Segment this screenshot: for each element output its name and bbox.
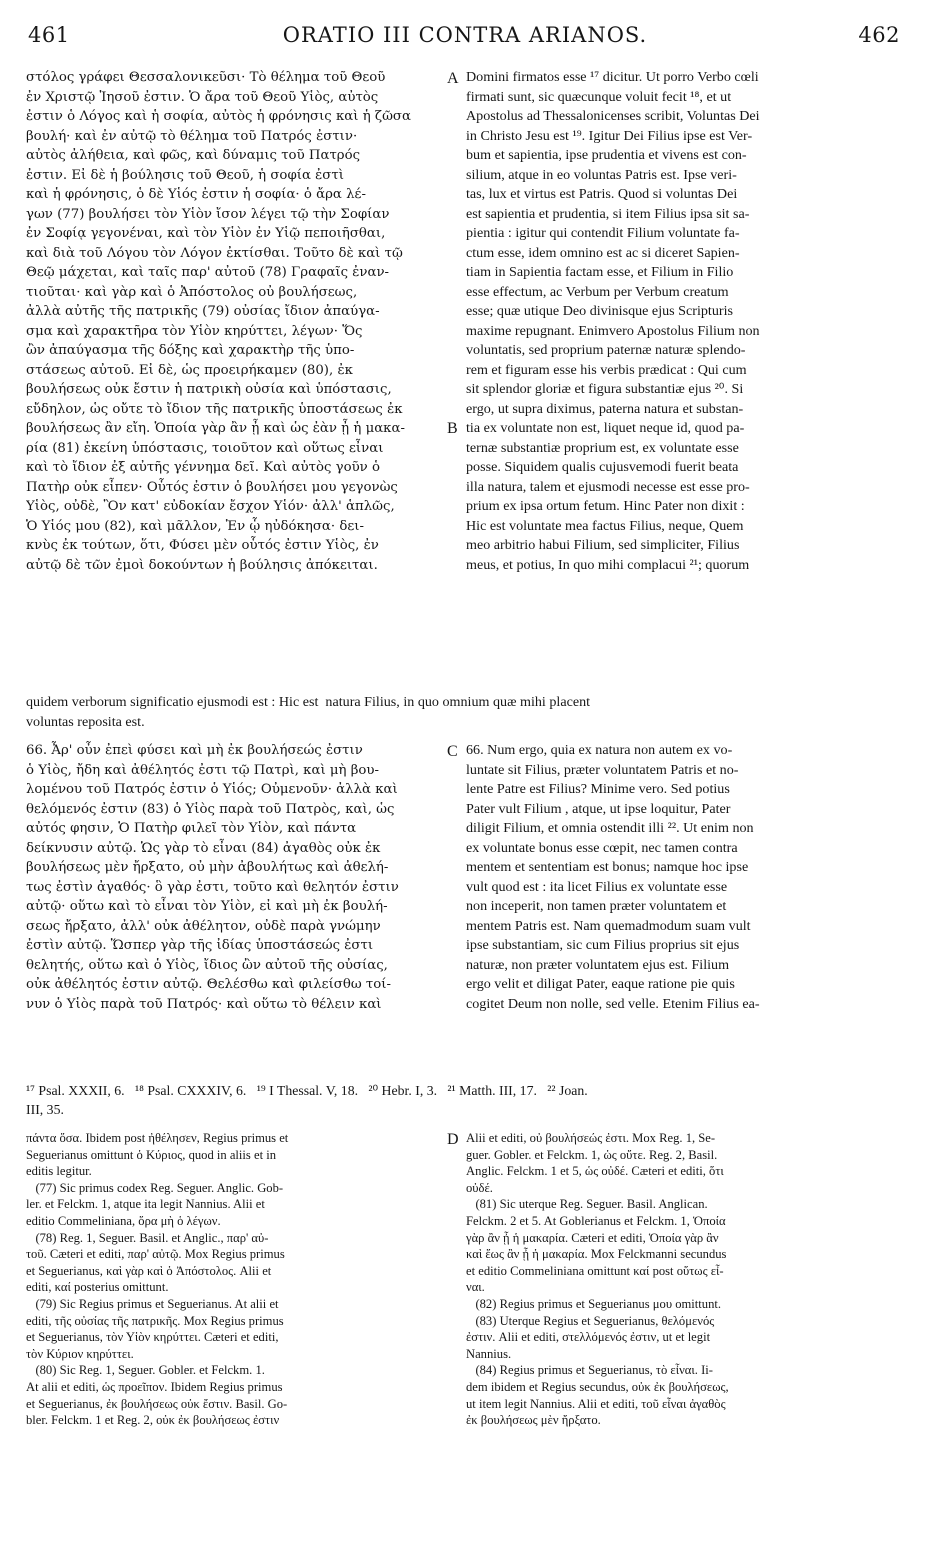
page-number-left: 461 [28, 23, 70, 47]
section-marker-a: A [447, 70, 459, 87]
section-marker-d: D [447, 1131, 459, 1148]
latin-text-column-1: Domini firmatos esse ¹⁷ dicitur. Ut porro Verbo cœli firmati sunt, sic quæcunque voluit fecit ¹⁸, et ut Apostolus ad Thessalonicenses scribit, Voluntas Dei in Christo Jesu est ¹⁹. Igitur Dei Filius ipse est Ver- bum et sapientia, ipse prudentia et vivens est con- silium, atque in eo voluntas Patris est. Ipse veri- tas, lux et virtus est Patris. Quod si voluntas Dei est sapientia et prudentia, si item Filius ipsa sit sa- pientia : igitur qui contendit Filium voluntate fa- ctum esse, idem omnino est ac si diceret Sapien- tiam in Sapientia factam esse, et Filium in Filio esse effectum, ac Verbum per Verbum creatum esse; quæ utique Deo divinisque ejus Scripturis maxime repugnant. Enimvero Apostolus Filium non voluntatis, sed proprium paternæ naturæ splendo- rem et figuram esse his verbis prædicat : Qui cum sit splendor gloriæ et figura substantiæ ejus ²⁰. Si ergo, ut supra diximus, paterna natura et substan- tia ex voluntate non est, liquet neque id, quod pa- ternæ substantiæ proprium est, ex voluntate esse posse. Siquidem qualis cujusvemodi fuerit beata illa natura, talem et ejusmodi necesse est esse pro- prium ex ipsa ortum fetum. Hinc Pater non dixit : Hic est voluntate mea factus Filius, neque, Quem meo arbitrio habui Filium, sed simpliciter, Filius meus, et potius, In quo mihi complacui ²¹; quorum [466, 69, 760, 573]
variant-notes-left: πάντα ὅσα. Ibidem post ἠθέλησεν, Regius primus et Seguerianus omittunt ὁ Κύριος, quod in aliis et in editis legitur. (77) Sic primus codex Reg. Seguer. Anglic. Gob- ler. et Felckm. 1, atque ita legit Nannius. Alii et editio Commeliniana, ὅρα μὴ ὁ λέγων. (78) Reg. 1, Seguer. Basil. et Anglic., παρ' αὐ- τοῦ. Cæteri et editi, παρ' αὐτῷ. Mox Regius primus et Seguerianus, καὶ γὰρ καὶ ὁ Ἀπόστολος. Alii et editi, καί posterius omittunt. (79) Sic Regius primus et Seguerianus. At alii et editi, τῆς οὐσίας τῆς πατρικῆς. Mox Regius primus et Seguerianus, τὸν Υἱὸν κηρύττει. Cæteri et editi, τὸν Κύριον κηρύττει. (80) Sic Reg. 1, Seguer. Gobler. et Felckm. 1. At alii et editi, ὡς προεῖπον. Ibidem Regius primus et Seguerianus, ἐκ βουλήσεως οὐκ ἔστιν. Basil. Go- bler. Felckm. 1 et Reg. 2, οὐκ ἐκ βουλήσεως ἐστιν [26, 1131, 289, 1428]
greek-text-column-2: 66. Ἆρ' οὖν ἐπεὶ φύσει καὶ μὴ ἐκ βουλήσεώς ἐστιν ὁ Υἱὸς, ἤδη καὶ ἀθέλητός ἐστι τῷ Πατρὶ, καὶ μὴ βου- λομένου τοῦ Πατρός ἐστιν ὁ Υἱός; Οὐμενοῦν· ἀλλὰ καὶ θελόμενός ἐστιν (83) ὁ Υἱὸς παρὰ τοῦ Πατρὸς, καὶ, ὡς αὐτός φησιν, Ὁ Πατὴρ φιλεῖ τὸν Υἱὸν, καὶ πάντα δείκνυσιν αὐτῷ. Ὡς γὰρ τὸ εἶναι (84) ἀγαθὸς οὐκ ἐκ βουλήσεως μὲν ἤρξατο, οὐ μὴν ἀβουλήτως καὶ ἀθελή- τως ἐστὶν ἀγαθός· ὃ γὰρ ἐστι, τοῦτο καὶ θελητόν ἐστιν αὐτῷ· οὕτω καὶ τὸ εἶναι τὸν Υἱὸν, εἰ καὶ μὴ ἐκ βουλή- σεως ἤρξατο, ἀλλ' οὐκ ἀθέλητον, οὐδὲ παρὰ γνώμην ἐστὶν αὐτῷ. Ὥσπερ γὰρ τῆς ἰδίας ὑποστάσεώς ἐστι θελητής, οὕτω καὶ ὁ Υἱὸς, ἴδιος ὢν αὐτοῦ τῆς οὐσίας, οὐκ ἀθέλητός ἐστιν αὐτῷ. Θελέσθω καὶ φιλείσθω τοί- νυν ὁ Υἱὸς παρὰ τοῦ Πατρός· καὶ οὕτω τὸ θέλειν καὶ [26, 743, 399, 1012]
variant-notes-right: Alii et editi, οὐ βουλήσεώς ἐστι. Mox Reg. 1, Se- guer. Gobler. et Felckm. 1, ὡς οὔτε. Reg. 2, Basil. Anglic. Felckm. 1 et 5, ὡς οὐδέ. Cæteri et editi, ὅτι οὐδέ. (81) Sic uterque Reg. Seguer. Basil. Anglican. Felckm. 2 et 5. At Goblerianus et Felckm. 1, Ὁποία γὰρ ἂν ᾖ ἡ μακαρία. Cæteri et editi, Ὁποία γὰρ ἂν καὶ ἕως ἂν ᾖ ἡ μακαρία. Mox Felckmanni secundus et editio Commeliniana omittunt καί post οὕτως εἶ- ναι. (82) Regius primus et Seguerianus μου omittunt. (83) Uterque Regius et Seguerianus, θελόμενός ἐστιν. Alii et editi, στελλόμενός ἐστιν, ut et legit Nannius. (84) Regius primus et Seguerianus, τὸ εἶναι. Ii- dem ibidem et Regius secundus, οὐκ ἐκ βουλήσεως, ut item legit Nannius. Alii et editi, τοῦ εἶναι ἀγαθὸς ἐκ βουλήσεως μὲν ἤρξατο. [466, 1131, 729, 1428]
greek-text-column-1: στόλος γράφει Θεσσαλονικεῦσι· Τὸ θέλημα τοῦ Θεοῦ ἐν Χριστῷ Ἰησοῦ ἐστιν. Ὁ ἄρα τοῦ Θεοῦ Υἱὸς, αὐτὸς ἐστιν ὁ Λόγος καὶ ἡ σοφία, αὐτὸς ἡ φρόνησις καὶ ἡ ζῶσα βουλή· καὶ ἐν αὐτῷ τὸ θέλημα τοῦ Πατρός ἐστιν· αὐτὸς ἀλήθεια, καὶ φῶς, καὶ δύναμις τοῦ Πατρός ἐστιν. Εἰ δὲ ἡ βούλησις τοῦ Θεοῦ, ἡ σοφία ἐστὶ καὶ ἡ φρόνησις, ὁ δὲ Υἱός ἐστιν ἡ σοφία· ὁ ἄρα λέ- γων (77) βουλήσει τὸν Υἱὸν ἴσον λέγει τῷ τὴν Σοφίαν ἐν Σοφίᾳ γεγονέναι, καὶ τὸν Υἱὸν ἐν Υἱῷ πεποιῆσθαι, καὶ διὰ τοῦ Λόγου τὸν Λόγον ἐκτίσθαι. Τοῦτο δὲ καὶ τῷ Θεῷ μάχεται, καὶ ταῖς παρ' αὐτοῦ (78) Γραφαῖς ἐναν- τιοῦται· καὶ γὰρ καὶ ὁ Ἀπόστολος οὐ βουλήσεως, ἀλλὰ αὐτῆς τῆς πατρικῆς (79) οὐσίας ἴδιον ἀπαύγα- σμα καὶ χαρακτῆρα τὸν Υἱὸν κηρύττει, λέγων· Ὅς ὢν ἀπαύγασμα τῆς δόξης καὶ χαρακτὴρ τῆς ὑπο- στάσεως αὐτοῦ. Εἰ δὲ, ὡς προειρήκαμεν (80), ἐκ βουλήσεως οὐκ ἔστιν ἡ πατρικὴ οὐσία καὶ ὑπόστασις, εὔδηλον, ὡς οὔτε τὸ ἴδιον τῆς πατρικῆς ὑποστάσεως ἐκ βουλήσεως ἂν εἴη. Ὁποία γὰρ ἂν ᾖ καὶ ὡς ἐὰν ᾖ ἡ μακα- ρία (81) ἐκείνη ὑπόστασις, τοιοῦτον καὶ οὕτως εἶναι καὶ τὸ ἴδιον ἐξ αὐτῆς γέννημα δεῖ. Καὶ αὐτὸς γοῦν ὁ Πατὴρ οὐκ εἶπεν· Οὗτός ἐστιν ὁ βουλήσει μου γεγονὼς Υἱὸς, οὐδὲ, Ὃν κατ' εὐδοκίαν ἔσχον Υἱόν· ἀλλ' ἁπλῶς, Ὁ Υἱός μου (82), καὶ μᾶλλον, Ἐν ᾧ ηὐδόκησα· δει- κνὺς ἐκ τούτων, ὅτι, Φύσει μὲν οὗτός ἐστιν Υἱὸς, ἐν αὐτῷ δὲ τῶν ἐμοὶ δοκούντων ἡ βούλησις ἀπόκειται. [26, 70, 411, 573]
scripture-references: ¹⁷ Psal. XXXII, 6. ¹⁸ Psal. CXXXIV, 6. ¹⁹ I Thessal. V, 18. ²⁰ Hebr. I, 3. ²¹ Matth. III, 17. ²² Joan. III, 35. [26, 1083, 588, 1117]
running-title: ORATIO III CONTRA ARIANOS. [282, 23, 648, 47]
full-width-latin-line: quidem verborum significatio ejusmodi est : Hic est natura Filius, in quo omnium quæ mihi placent voluntas reposita est. [26, 694, 591, 730]
page-number-right: 462 [858, 23, 900, 47]
section-marker-b: B [447, 420, 458, 437]
latin-text-column-2: 66. Num ergo, quia ex natura non autem ex vo- luntate sit Filius, præter voluntatem Patris et no- lente Patre est Filius? Minime vero. Sed potius Pater vult Filium , atque, ut ipse loquitur, Pater diligit Filium, et omnia ostendit illi ²². Ut enim non ex voluntate bonus esse cœpit, nec tamen contra mentem et sententiam est bonus; namque hoc ipse vult quod est : ita licet Filius ex voluntate esse non inceperit, non tamen præter voluntatem et mentem Patris est. Nam quemadmodum suam vult ipse substantiam, sic cum Filius proprius sit ejus naturæ, non præter voluntatem ejus est. Filium ergo velit et diligat Pater, eaque ratione pie quis cogitet Deum non nolle, sed velle. Etenim Filius ea- [466, 742, 760, 1012]
section-marker-c: C [447, 743, 458, 760]
